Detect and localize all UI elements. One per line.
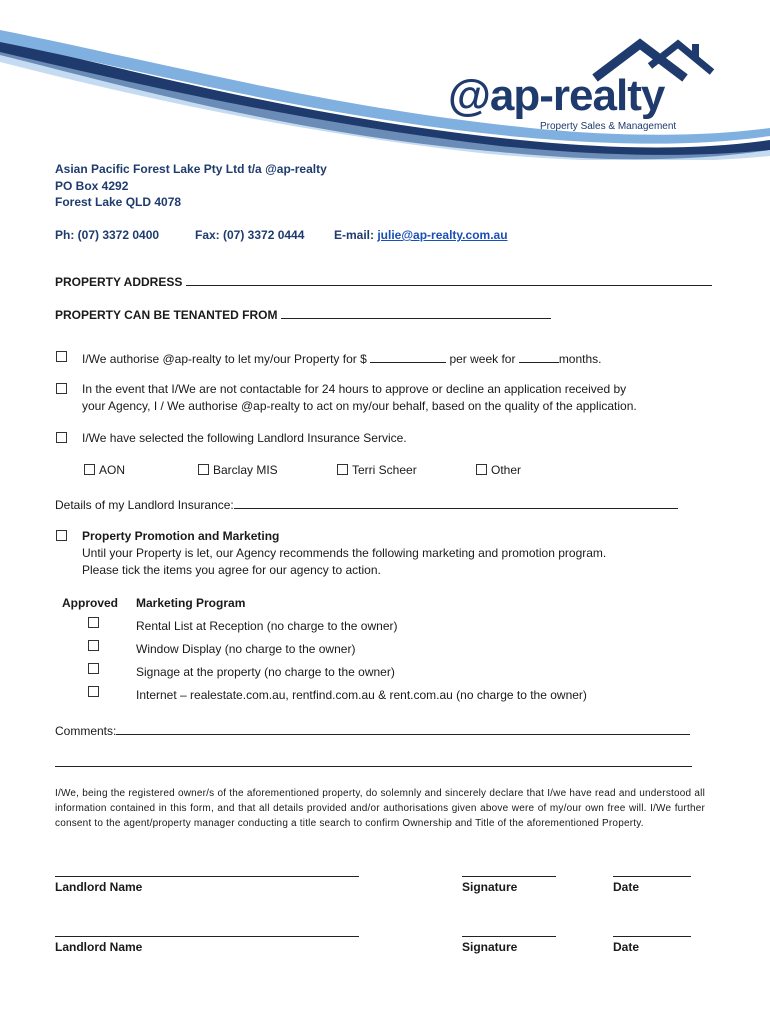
company-po-box: PO Box 4292 <box>55 179 129 193</box>
uncontactable-checkbox[interactable] <box>56 383 67 394</box>
promotion-line-2: Please tick the items you agree for our agency to action. <box>82 563 381 577</box>
program-item-2-checkbox[interactable] <box>88 640 99 651</box>
authorise-rent-checkbox[interactable] <box>56 351 67 362</box>
declaration-text: I/We, being the registered owner/s of the aforementioned property, do solemnly and sincerely declare that I/we have read and understood all information contained in this form, and that all details provided and/or authorisations given above were of my/our own free will. I/We further consent to the agent/property manager conducting a title search to confirm Ownership and Title of the aforementioned Property. <box>55 788 705 829</box>
brand-tagline: Property Sales & Management <box>540 121 677 132</box>
program-item-4: Internet – realestate.com.au, rentfind.com.au & rent.com.au (no charge to the owner) <box>136 688 587 702</box>
comments-row <box>55 722 690 738</box>
insurer-terri-checkbox[interactable] <box>337 464 348 475</box>
program-item-1-checkbox[interactable] <box>88 617 99 628</box>
comments-label: Comments: <box>55 724 117 738</box>
uncontactable-line-1: In the event that I/We are not contactable for 24 hours to approve or decline an application received by <box>82 382 627 396</box>
landlord-name-label-1: Landlord Name <box>55 880 143 894</box>
insurer-other-checkbox[interactable] <box>476 464 487 475</box>
insurer-aon-checkbox[interactable] <box>84 464 95 475</box>
company-email-row <box>334 228 508 242</box>
insurance-details-row <box>55 496 678 512</box>
program-item-4-checkbox[interactable] <box>88 686 99 697</box>
comments-field-line-2[interactable] <box>55 766 692 767</box>
program-item-3-checkbox[interactable] <box>88 663 99 674</box>
promotion-checkbox[interactable] <box>56 530 67 541</box>
insurer-barclay-label: Barclay MIS <box>213 463 278 477</box>
program-item-3: Signage at the property (no charge to the owner) <box>136 665 395 679</box>
insurer-barclay-checkbox[interactable] <box>198 464 209 475</box>
col-program-header: Marketing Program <box>136 596 246 610</box>
insurance-details-field[interactable] <box>234 496 678 509</box>
insurance-checkbox[interactable] <box>56 432 67 443</box>
signature-label-2: Signature <box>462 940 518 954</box>
insurer-terri-label: Terri Scheer <box>352 463 417 477</box>
landlord-name-label-2: Landlord Name <box>55 940 143 954</box>
company-suburb: Forest Lake QLD 4078 <box>55 195 182 209</box>
property-address-label: PROPERTY ADDRESS <box>55 275 183 289</box>
insurer-aon-label: AON <box>99 463 126 477</box>
email-label: E-mail: <box>334 228 378 242</box>
authorise-rent-row <box>82 350 602 366</box>
tenanted-from-field[interactable] <box>281 306 551 319</box>
rent-amount-field[interactable] <box>370 350 446 363</box>
promotion-line-1: Until your Property is let, our Agency recommends the following marketing and promotion program. <box>82 546 607 560</box>
landlord-name-line-2[interactable] <box>55 936 359 937</box>
signature-line-2[interactable] <box>462 936 556 937</box>
comments-field[interactable] <box>116 722 690 735</box>
signature-label-1: Signature <box>462 880 518 894</box>
date-line-1[interactable] <box>613 876 691 877</box>
authorise-rent-text: I/We authorise @ap-realty to let my/our Property for $ <box>82 352 367 366</box>
rent-months-field[interactable] <box>519 350 559 363</box>
uncontactable-line-2: your Agency, I / We authorise @ap-realty to act on my/our behalf, based on the quality of the application. <box>82 399 637 413</box>
authorise-rent-months: months. <box>558 352 602 366</box>
company-name: Asian Pacific Forest Lake Pty Ltd t/a @ap-realty <box>55 162 327 176</box>
authorise-rent-per-week: per week for <box>449 352 516 366</box>
date-line-2[interactable] <box>613 936 691 937</box>
company-phone: Ph: (07) 3372 0400 <box>55 228 160 242</box>
insurer-other-label: Other <box>491 463 522 477</box>
company-fax: Fax: (07) 3372 0444 <box>195 228 305 242</box>
insurance-details-label: Details of my Landlord Insurance: <box>55 498 234 512</box>
tenanted-from-label: PROPERTY CAN BE TENANTED FROM <box>55 308 278 322</box>
date-label-1: Date <box>613 880 640 894</box>
col-approved-header: Approved <box>62 596 119 610</box>
tenanted-from-row <box>55 306 551 322</box>
property-address-row <box>55 273 712 289</box>
signature-line-1[interactable] <box>462 876 556 877</box>
date-label-2: Date <box>613 940 640 954</box>
landlord-name-line-1[interactable] <box>55 876 359 877</box>
promotion-heading: Property Promotion and Marketing <box>82 529 280 543</box>
email-link[interactable]: julie@ap-realty.com.au <box>377 228 508 242</box>
brand-logo-text: @ap-realty <box>448 71 665 120</box>
insurance-selected-text: I/We have selected the following Landlord Insurance Service. <box>82 431 407 445</box>
program-item-2: Window Display (no charge to the owner) <box>136 642 356 656</box>
property-address-field[interactable] <box>186 273 712 286</box>
program-item-1: Rental List at Reception (no charge to the owner) <box>136 619 398 633</box>
